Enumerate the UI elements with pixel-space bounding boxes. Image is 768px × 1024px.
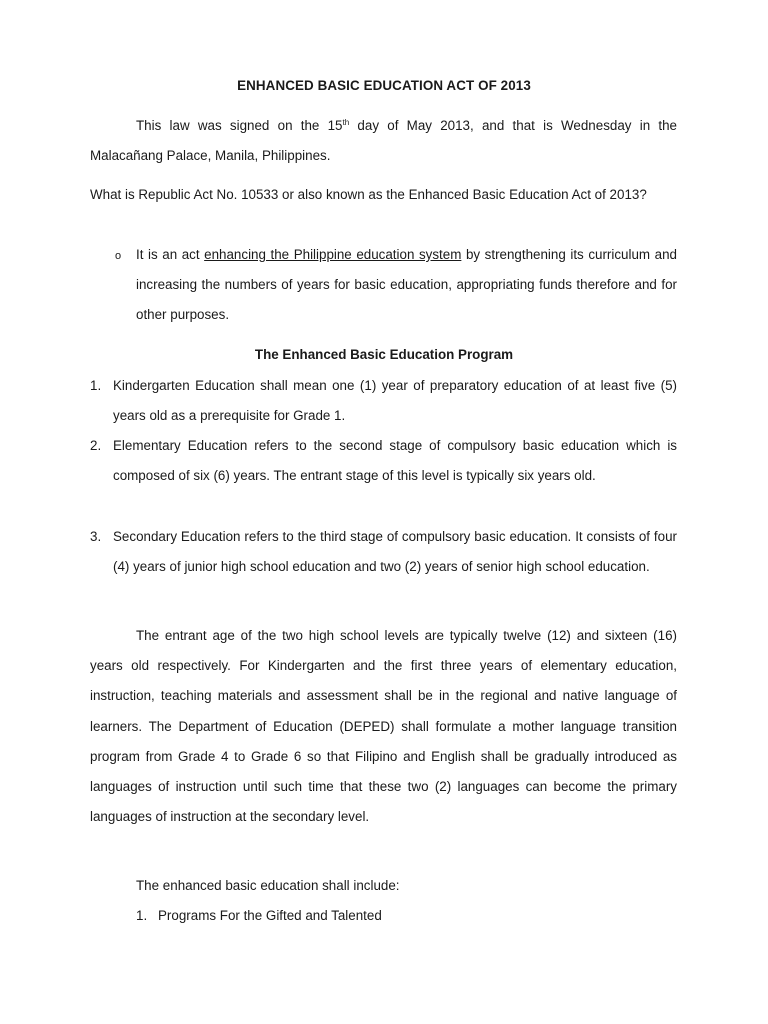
bullet-text-end: by strengthening its curriculum and increasing the numbers of years for basic education, appropriating funds therefore and for other purposes. xyxy=(136,247,677,323)
bullet-paragraph xyxy=(136,240,677,331)
bullet-underlined-phrase: enhancing the Philippine education system xyxy=(204,247,462,262)
intro-text-end: day of May 2013, and that is Wednesday in the Malacañang Palace, Manila, Philippines. xyxy=(90,118,678,164)
intro-superscript: th xyxy=(342,118,350,127)
program-item-1-text: Kindergarten Education shall mean one (1) year of preparatory education of at least five (5) years old as a prerequisite for Grade 1. xyxy=(113,378,677,424)
include-intro: The enhanced basic education shall include: xyxy=(136,878,400,893)
include-item-1-text: Programs For the Gifted and Talented xyxy=(158,908,382,923)
program-item-2-number: 2. xyxy=(90,438,102,453)
bullet-marker: o xyxy=(115,250,122,262)
document-title: ENHANCED BASIC EDUCATION ACT OF 2013 xyxy=(237,78,531,93)
include-item-1-number: 1. xyxy=(136,908,148,923)
program-item-3-text: Secondary Education refers to the third stage of compulsory basic education. It consists of four (4) years of junior high school education and two (2) years of senior high school education. xyxy=(113,529,677,575)
bullet-text-start: It is an act xyxy=(136,247,205,262)
program-item-3-number: 3. xyxy=(90,529,102,544)
intro-text-start: This law was signed on the 15 xyxy=(136,118,343,133)
intro-paragraph xyxy=(90,111,677,171)
program-item-1-number: 1. xyxy=(90,378,102,393)
question-paragraph: What is Republic Act No. 10533 or also known as the Enhanced Basic Education Act of 2013? xyxy=(90,187,647,202)
program-heading: The Enhanced Basic Education Program xyxy=(254,347,514,362)
program-item-2-text: Elementary Education refers to the second stage of compulsory basic education which is composed of six (6) years. The entrant stage of this level is typically six years old. xyxy=(113,438,677,484)
body-paragraph: The entrant age of the two high school levels are typically twelve (12) and sixteen (16) years old respectively. For Kindergarten and the first three years of elementary education, instruction, teaching materials and assessment shall be in the regional and native language of learners. The Department of Education (DEPED) shall formulate a mother language transition program from Grade 4 to Grade 6 so that Filipino and English shall be gradually introduced as languages of instruction until such time that these two (2) languages can become the primary languages of instruction at the secondary level. xyxy=(90,628,677,825)
